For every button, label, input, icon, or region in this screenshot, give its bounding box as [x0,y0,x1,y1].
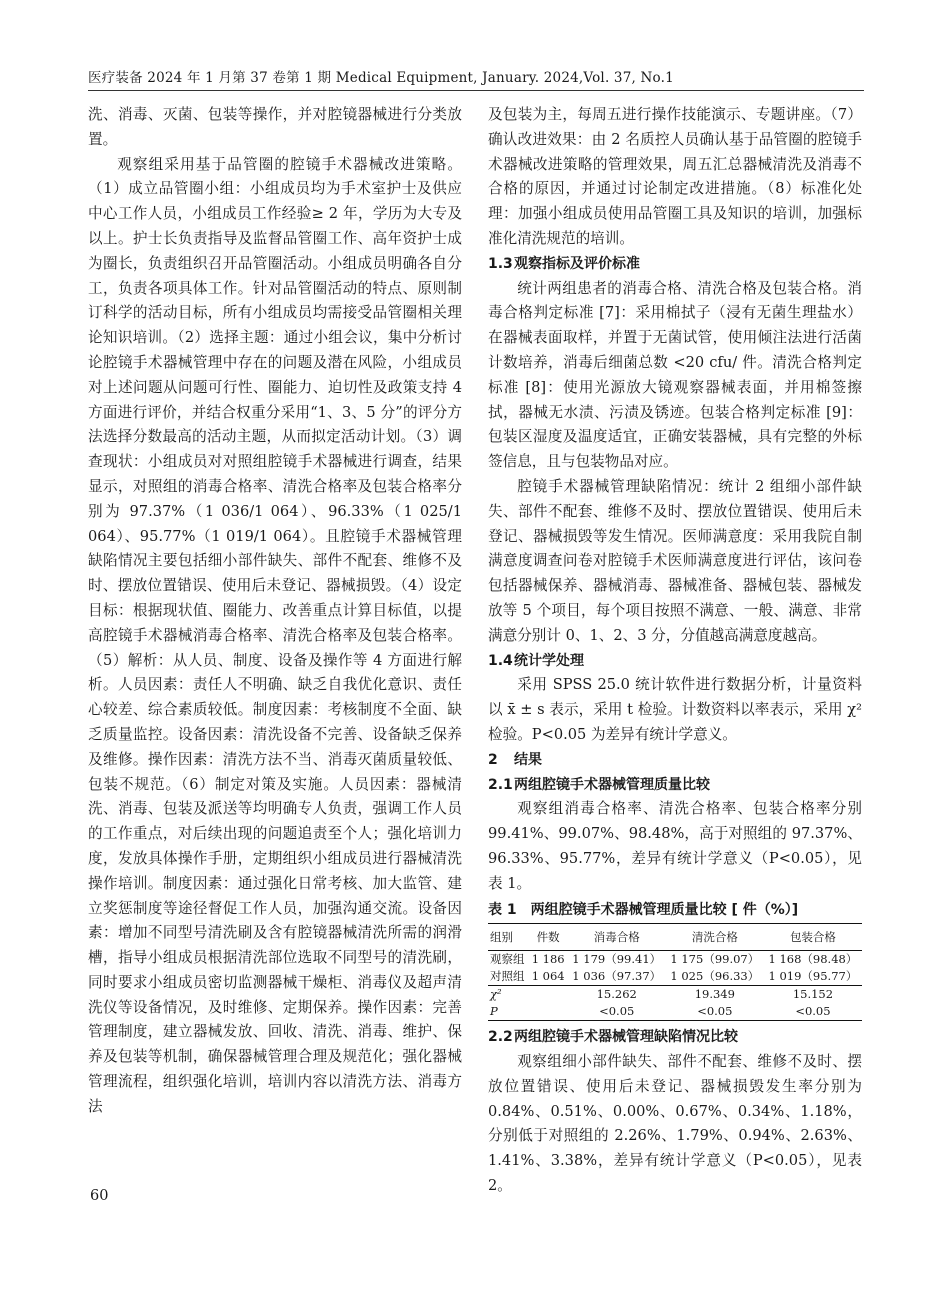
paragraph: 观察组消毒合格率、清洗合格率、包装合格率分别 99.41%、99.07%、98.48%，高于对照组的 97.37%、96.33%、95.77%，差异有统计学意义（P<0.05），见表 1。 [488,800,862,892]
paragraph: 腔镜手术器械管理缺陷情况：统计 2 组细小部件缺失、部件不配套、维修不及时、摆放位置错误、使用后未登记、器械损毁等发生情况。医师满意度：采用我院自制满意度调查问卷对腔镜手术医师满意度进行评估，该问卷包括器械保养、器械消毒、器械准备、器械包装、器械发放等 5 个项目，每个项目按照不满意、一般、满意、非常满意分别计 0、1、2、3 分，分值越高满意度越高。 [488,477,862,644]
table-cell: 19.349 [666,986,764,1004]
page-number: 60 [90,1188,109,1204]
table-cell: χ² [488,986,529,1004]
table-cell [529,986,568,1004]
quality-table [488,923,862,1022]
table-cell: 1 019（95.77） [768,969,858,984]
running-header: 医疗装备 2024 年 1 月第 37 卷第 1 期 Medical Equipment, January. 2024,Vol. 37, No.1 [88,70,674,86]
table-body [488,951,862,1021]
table-header-cell: 清洗合格 [666,923,764,951]
table-row [488,986,862,1004]
table-row [488,951,862,969]
section-heading-1-4: 1.4统计学处理 [488,652,584,669]
table-caption: 表 1 两组腔镜手术器械管理质量比较 [ 件（%）] [488,901,799,918]
table-header-cell: 消毒合格 [568,923,666,951]
table-cell: 15.262 [568,986,666,1004]
left-column [88,103,462,1120]
paragraph: 观察组细小部件缺失、部件不配套、维修不及时、摆放位置错误、使用后未登记、器械损毁发生率分别为 0.84%、0.51%、0.00%、0.67%、0.34%、1.18%，分别低于对照组的 2.26%、1.79%、0.94%、2.63%、1.41%、3.38%，差异有统计学意义（P<0.05），见表 2。 [488,1053,862,1195]
table-header-cell: 包装合格 [764,923,862,951]
paragraph: 及包装为主，每周五进行操作技能演示、专题讲座。（7）确认改进效果：由 2 名质控人员确认基于品管圈的腔镜手术器械改进策略的管理效果，周五汇总器械清洗及消毒不合格的原因，并通过讨论制定改进措施。（8）标准化处理：加强小组成员使用品管圈工具及知识的培训，加强标准化清洗规范的培训。 [488,106,862,247]
table-row [488,968,862,986]
table-header-cell: 组别 [488,923,529,951]
table-header-cell: 件数 [529,923,568,951]
paragraph: 洗、消毒、灭菌、包装等操作，并对腔镜器械进行分类放置。 [88,106,462,148]
header-rule [88,90,864,91]
table-row [488,1003,862,1021]
table-cell: 1 186 [531,952,565,967]
table-cell [529,1003,568,1021]
section-heading-2-2: 2.2两组腔镜手术器械管理缺陷情况比较 [488,1029,738,1046]
table-cell: 1 064 [531,969,565,984]
table-cell: 15.152 [764,986,862,1004]
paragraph: 采用 SPSS 25.0 统计软件进行数据分析，计量资料以 x̄ ± s 表示，采用 t 检验。计数资料以率表示，采用 χ² 检验。P<0.05 为差异有统计学意义。 [488,676,862,743]
table-header-row [488,923,862,951]
table-cell: 1 179（99.41） [572,952,662,967]
table-cell: 1 036（97.37） [572,969,662,984]
right-column [488,103,862,1199]
table-cell: <0.05 [764,1003,862,1021]
table-cell: <0.05 [568,1003,666,1021]
section-heading-2: 2 结果 [488,751,542,768]
table-cell: <0.05 [666,1003,764,1021]
table-cell: 1 025（96.33） [670,969,760,984]
table-cell: 1 168（98.48） [768,952,858,967]
section-heading-2-1: 2.1两组腔镜手术器械管理质量比较 [488,776,710,793]
table-cell: 1 175（99.07） [670,952,760,967]
paragraph: 统计两组患者的消毒合格、清洗合格及包装合格。消毒合格判定标准 [7]：采用棉拭子（浸有无菌生理盐水）在器械表面取样，并置于无菌试管，使用倾注法进行活菌计数培养，消毒后细菌总数 <20 cfu/ 件。清洗合格判定标准 [8]：使用光源放大镜观察器械表面，并用棉签擦拭，器械无水渍、污渍及锈迹。包装合格判定标准 [9]：包装区湿度及温度适宜，正确安装器械，具有完整的外标签信息，且与包装物品对应。 [488,279,862,471]
table-cell: 观察组 [490,952,525,967]
section-heading-1-3: 1.3观察指标及评价标准 [488,255,640,272]
table-cell: P [488,1003,529,1021]
paragraph: 观察组采用基于品管圈的腔镜手术器械改进策略。（1）成立品管圈小组：小组成员均为手术室护士及供应中心工作人员，小组成员工作经验≥ 2 年，学历为大专及以上。护士长负责指导及监督品管圈工作、高年资护士成为圈长，负责组织召开品管圈活动。小组成员明确各自分工，负责各项具体工作。针对品管圈活动的特点、原则制订科学的活动目标，所有小组成员均需接受品管圈相关理论知识培训。（2）选择主题：通过小组会议，集中分析讨论腔镜手术器械管理中存在的问题及潜在风险，小组成员对上述问题从问题可行性、圈能力、迫切性及政策支持 4 方面进行评价，并结合权重分采用“1、3、5 分”的评分方法选择分数最高的活动主题，从而拟定活动计划。（3）调查现状：小组成员对对照组腔镜手术器械进行调查，结果显示，对照组的消毒合格率、清洗合格率及包装合格率分别为 97.37%（1 036/1 064）、96.33%（1 025/1 064）、95.77%（1 019/1 064）。且腔镜手术器械管理缺陷情况主要包括细小部件缺失、部件不配套、维修不及时、摆放位置错误、使用后未登记、器械损毁。（4）设定目标：根据现状值、圈能力、改善重点计算目标值，以提高腔镜手术器械消毒合格率、清洗合格率及包装合格率。（5）解析：从人员、制度、设备及操作等 4 方面进行解析。人员因素：责任人不明确、缺乏自我优化意识、责任心较差、综合素质较低。制度因素：考核制度不全面、缺乏质量监控。设备因素：清洗设备不完善、设备缺乏保养及维修。操作因素：清洗方法不当、消毒灭菌质量较低、包装不规范。（6）制定对策及实施。人员因素：器械清洗、消毒、包装及派送等均明确专人负责，强调工作人员的工作重点，对后续出现的问题追责至个人；强化培训力度，发放具体操作手册，定期组织小组成员进行器械清洗操作培训。制度因素：通过强化日常考核、加大监管、建立奖惩制度等途径督促工作人员，加强沟通交流。设备因素：增加不同型号清洗刷及含有腔镜器械清洗所需的润滑槽，指导小组成员根据清洗部位选取不同型号的清洗刷，同时要求小组成员密切监测器械干燥柜、消毒仪及超声清洗仪等设备情况，及时维修、定期保养。操作因素：完善管理制度，建立器械发放、回收、清洗、消毒、维护、保养及包装等机制，确保器械管理合理及规范化；强化器械管理流程，组织强化培训，培训内容以清洗方法、消毒方法 [88,155,462,1115]
table-cell: 对照组 [490,969,525,984]
